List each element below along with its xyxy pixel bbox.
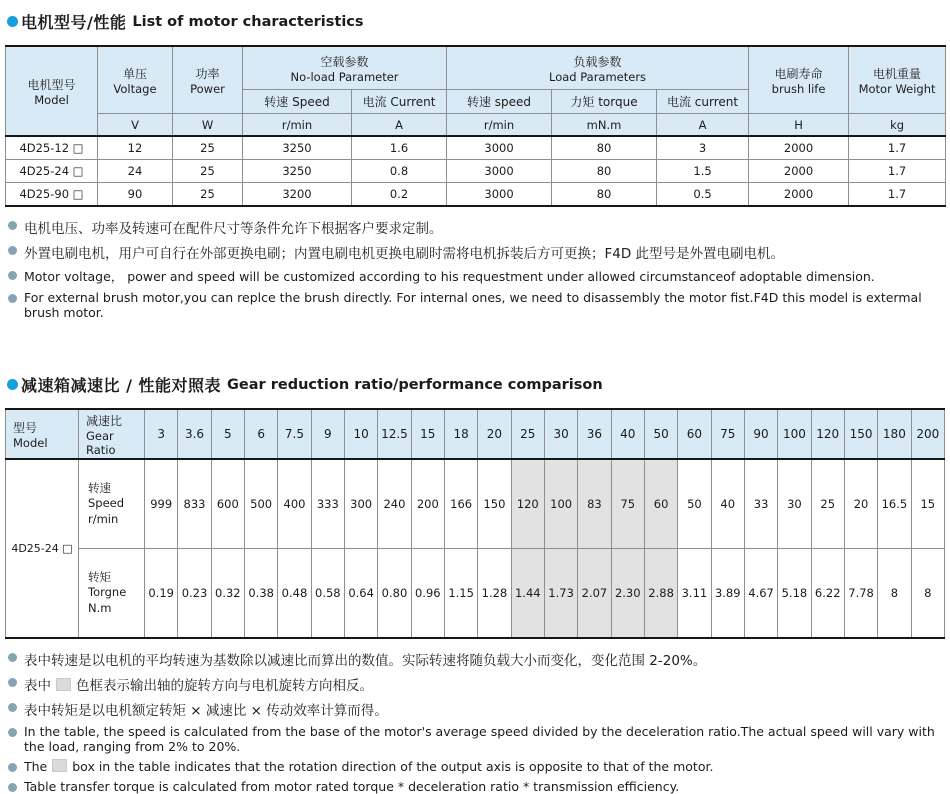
ratio-header-cell: 120	[811, 409, 844, 459]
speed-row	[6, 459, 945, 549]
note-bullet-icon	[8, 653, 17, 662]
value-cell: 3	[657, 136, 749, 160]
ratio-header-cell: 150	[844, 409, 877, 459]
unit-cell: mN.m	[552, 114, 657, 137]
note-bullet-icon	[8, 703, 17, 712]
model-header-cn: 电机型号	[27, 77, 76, 92]
torque-cell: 0.96	[411, 549, 444, 639]
note-text	[24, 759, 713, 774]
power-header-cn: 功率	[195, 66, 220, 81]
ratio-header-cell: 7.5	[278, 409, 311, 459]
torque-cell: 2.07	[578, 549, 611, 639]
speed-cell: 300	[344, 459, 377, 549]
torque-cell: 1.44	[511, 549, 544, 639]
gear-ratio-header	[79, 409, 145, 459]
load-header-cn: 负载参数	[573, 54, 622, 69]
ratio-header-cell: 90	[744, 409, 777, 459]
section-bullet-icon	[7, 379, 18, 390]
unit-cell: A	[352, 114, 447, 137]
value-cell: 25	[173, 183, 243, 207]
note-bullet-icon	[8, 271, 17, 280]
motor-characteristics-table	[5, 45, 946, 207]
note-item	[7, 217, 945, 237]
note-bullet-icon	[8, 221, 17, 230]
unit-cell: kg	[849, 114, 946, 137]
ratio-header-cell: 20	[478, 409, 511, 459]
torque-cell: 1.28	[478, 549, 511, 639]
value-cell: 1.7	[849, 183, 946, 207]
speed-row-label	[79, 459, 145, 549]
note-item	[7, 267, 945, 285]
gray-box-icon	[52, 759, 67, 772]
value-cell: 3250	[243, 136, 352, 160]
ratio-header-cell: 18	[444, 409, 477, 459]
torque-cell: 5.18	[778, 549, 811, 639]
note-bullet-icon	[8, 246, 17, 255]
speed-cell: 16.5	[878, 459, 911, 549]
speed-cell: 240	[378, 459, 411, 549]
value-cell: 2000	[749, 136, 849, 160]
value-cell: 1.7	[849, 160, 946, 183]
ratio-header-cell: 60	[678, 409, 711, 459]
value-cell: 2000	[749, 160, 849, 183]
torque-cell: 2.88	[644, 549, 677, 639]
torque-cell: 1.73	[544, 549, 577, 639]
ratio-header-cell: 3	[145, 409, 178, 459]
speed-cell: 600	[211, 459, 244, 549]
torque-cell: 0.58	[311, 549, 344, 639]
value-cell: 25	[173, 160, 243, 183]
speed-cell: 333	[311, 459, 344, 549]
ratio-header-cell: 25	[511, 409, 544, 459]
section1-title-cn: 电机型号/性能	[21, 13, 127, 32]
gear-ratio-header-cn: 减速比	[86, 413, 123, 428]
noload-header-en: No-load Parameter	[290, 69, 399, 84]
load-header-en: Load Parameters	[548, 69, 647, 84]
torque-cell: 0.32	[211, 549, 244, 639]
note-text	[24, 674, 373, 694]
speed-cell: 200	[411, 459, 444, 549]
section1-title	[7, 10, 945, 33]
header-row-groups	[6, 46, 946, 90]
voltage-column-header	[98, 46, 173, 114]
brush-header-en: brush life	[771, 81, 826, 96]
speed-cell: 100	[544, 459, 577, 549]
value-cell: 3000	[447, 183, 552, 207]
ratio-header-cell: 30	[544, 409, 577, 459]
speed-cell: 40	[711, 459, 744, 549]
value-cell: 80	[552, 160, 657, 183]
speed-cell: 83	[578, 459, 611, 549]
torque-cell: 0.80	[378, 549, 411, 639]
torque-cell: 3.89	[711, 549, 744, 639]
speed-cell: 15	[911, 459, 944, 549]
speed-cell: 50	[678, 459, 711, 549]
note-item	[7, 724, 945, 754]
value-cell: 3000	[447, 136, 552, 160]
model-cell: 4D25-24 □	[6, 160, 98, 183]
ratio-header-cell: 40	[611, 409, 644, 459]
value-cell: 0.5	[657, 183, 749, 207]
ratio-header-cell: 100	[778, 409, 811, 459]
note-item	[7, 649, 945, 669]
note-text: In the table, the speed is calculated from the base of the motor's average speed divided by the deceleration ratio.The actual speed will vary with the load, ranging from 2% to 20%.	[24, 724, 935, 754]
load-speed-header: 转速 speed	[447, 90, 552, 114]
torque-cell: 8	[911, 549, 944, 639]
brush-header-cn: 电刷寿命	[774, 66, 823, 81]
torque-cell: 0.38	[244, 549, 277, 639]
brush-life-column-header	[749, 46, 849, 114]
load-torque-header: 力矩 torque	[552, 90, 657, 114]
value-cell: 25	[173, 136, 243, 160]
model-header-en: Model	[34, 92, 69, 107]
ratio-header-cell: 50	[644, 409, 677, 459]
speed-cell: 60	[644, 459, 677, 549]
note-text: For external brush motor,you can replce the brush directly. For internal ones, we need to disassembly the motor fist.F4D this model is extermal brush motor.	[24, 290, 922, 320]
load-current-header: 电流 current	[657, 90, 749, 114]
note-text-suffix: 色框表示输出轴的旋转方向与电机旋转方向相反。	[76, 678, 373, 694]
voltage-header-cn: 单压	[122, 66, 147, 81]
torque-cell: 3.11	[678, 549, 711, 639]
note-text: 电机电压、功率及转速可在配件尺寸等条件允许下根据客户要求定制。	[24, 221, 443, 237]
model-cell: 4D25-12 □	[6, 136, 98, 160]
note-text-prefix: 表中	[24, 678, 51, 694]
ratio-header-cell: 10	[344, 409, 377, 459]
gear-model-cell: 4D25-24 □	[6, 459, 79, 638]
unit-cell: A	[657, 114, 749, 137]
value-cell: 80	[552, 183, 657, 207]
speed-cell: 30	[778, 459, 811, 549]
power-column-header	[173, 46, 243, 114]
speed-cell: 150	[478, 459, 511, 549]
note-bullet-icon	[8, 783, 17, 792]
note-item	[7, 779, 945, 794]
ratio-header-cell: 36	[578, 409, 611, 459]
value-cell: 3250	[243, 160, 352, 183]
torque-cell: 6.22	[811, 549, 844, 639]
gear-header-row	[6, 409, 945, 459]
weight-header-en: Motor Weight	[858, 81, 936, 96]
torque-cell: 0.64	[344, 549, 377, 639]
unit-cell: r/min	[243, 114, 352, 137]
ratio-header-cell: 180	[878, 409, 911, 459]
value-cell: 80	[552, 136, 657, 160]
section2-title-cn: 减速箱减速比 / 性能对照表	[21, 376, 221, 395]
ratio-header-cell: 9	[311, 409, 344, 459]
ratio-header-cell: 3.6	[178, 409, 211, 459]
speed-cell: 500	[244, 459, 277, 549]
section-spacer	[5, 325, 945, 369]
gear-ratio-table	[5, 408, 945, 639]
torque-cell: 8	[878, 549, 911, 639]
note-bullet-icon	[8, 678, 17, 687]
torque-cell: 4.67	[744, 549, 777, 639]
torque-label-en: Torgne	[88, 585, 127, 600]
note-text: Table transfer torque is calculated from motor rated torque * deceleration ratio * transmission efficiency.	[24, 779, 680, 794]
note-item	[7, 674, 945, 694]
torque-unit: N.m	[88, 600, 112, 615]
torque-cell: 2.30	[611, 549, 644, 639]
torque-cell: 7.78	[844, 549, 877, 639]
speed-unit: r/min	[88, 511, 119, 526]
noload-speed-header: 转速 Speed	[243, 90, 352, 114]
noload-header-cn: 空载参数	[320, 54, 369, 69]
speed-cell: 75	[611, 459, 644, 549]
model-column-header	[6, 46, 98, 136]
ratio-header-cell: 15	[411, 409, 444, 459]
speed-cell: 20	[844, 459, 877, 549]
torque-row	[6, 549, 945, 639]
note-text: Motor voltage， power and speed will be customized according to his requestment under allowed circumstanceof adoptable dimension.	[24, 269, 875, 284]
noload-group-header	[243, 46, 447, 90]
value-cell: 3200	[243, 183, 352, 207]
power-header-en: Power	[190, 81, 225, 96]
speed-cell: 166	[444, 459, 477, 549]
noload-current-header: 电流 Current	[352, 90, 447, 114]
torque-cell: 0.23	[178, 549, 211, 639]
torque-cell: 1.15	[444, 549, 477, 639]
weight-header-cn: 电机重量	[873, 66, 922, 81]
torque-cell: 0.19	[145, 549, 178, 639]
value-cell: 1.7	[849, 136, 946, 160]
section1-notes	[7, 217, 945, 320]
note-bullet-icon	[8, 763, 17, 772]
unit-cell: V	[98, 114, 173, 137]
gear-model-header-cn: 型号	[13, 420, 38, 435]
value-cell: 24	[98, 160, 173, 183]
note-bullet-icon	[8, 294, 17, 303]
section1-title-en: List of motor characteristics	[132, 13, 364, 30]
unit-cell: W	[173, 114, 243, 137]
section2-notes	[7, 649, 945, 794]
value-cell: 90	[98, 183, 173, 207]
note-text-suffix: box in the table indicates that the rotation direction of the output axis is opposite to that of the motor.	[72, 759, 714, 774]
value-cell: 3000	[447, 160, 552, 183]
voltage-header-en: Voltage	[113, 81, 157, 96]
note-bullet-icon	[8, 728, 17, 737]
note-text: 表中转速是以电机的平均转速为基数除以减速比而算出的数值。实际转速将随负载大小而变化，变化范围 2-20%。	[24, 653, 707, 669]
note-text: 外置电刷电机，用户可自行在外部更换电刷；内置电刷电机更换电刷时需将电机拆装后方可更换；F4D 此型号是外置电刷电机。	[24, 246, 785, 262]
table-row	[6, 136, 946, 160]
speed-label-en: Speed	[88, 496, 125, 511]
speed-cell: 25	[811, 459, 844, 549]
value-cell: 2000	[749, 183, 849, 207]
speed-cell: 833	[178, 459, 211, 549]
gray-box-icon	[56, 678, 71, 691]
speed-cell: 120	[511, 459, 544, 549]
torque-cell: 0.48	[278, 549, 311, 639]
unit-cell: H	[749, 114, 849, 137]
ratio-header-cell: 75	[711, 409, 744, 459]
value-cell: 12	[98, 136, 173, 160]
value-cell: 1.6	[352, 136, 447, 160]
unit-cell: r/min	[447, 114, 552, 137]
torque-label-cn: 转矩	[88, 569, 111, 584]
speed-cell: 33	[744, 459, 777, 549]
value-cell: 0.2	[352, 183, 447, 207]
weight-column-header	[849, 46, 946, 114]
note-item	[7, 759, 945, 774]
units-row	[6, 114, 946, 137]
ratio-header-cell: 200	[911, 409, 944, 459]
gear-model-header-en: Model	[13, 435, 48, 450]
model-cell: 4D25-90 □	[6, 183, 98, 207]
torque-row-label	[79, 549, 145, 639]
ratio-header-cell: 6	[244, 409, 277, 459]
note-item	[7, 242, 945, 262]
table-row	[6, 183, 946, 207]
gear-ratio-header-en: Gear Ratio	[86, 428, 116, 457]
value-cell: 0.8	[352, 160, 447, 183]
speed-cell: 999	[145, 459, 178, 549]
ratio-header-cell: 12.5	[378, 409, 411, 459]
speed-cell: 400	[278, 459, 311, 549]
load-group-header	[447, 46, 749, 90]
value-cell: 1.5	[657, 160, 749, 183]
speed-label-cn: 转速	[88, 480, 111, 495]
section2-title-en: Gear reduction ratio/performance comparison	[227, 376, 603, 393]
note-item	[7, 699, 945, 719]
note-text-prefix: The	[24, 759, 48, 774]
section2-title	[7, 373, 945, 396]
note-text: 表中转矩是以电机额定转矩 × 减速比 × 传动效率计算而得。	[24, 703, 388, 719]
ratio-header-cell: 5	[211, 409, 244, 459]
table-row	[6, 160, 946, 183]
section-bullet-icon	[7, 16, 18, 27]
gear-model-header	[6, 409, 79, 459]
note-item	[7, 290, 945, 320]
